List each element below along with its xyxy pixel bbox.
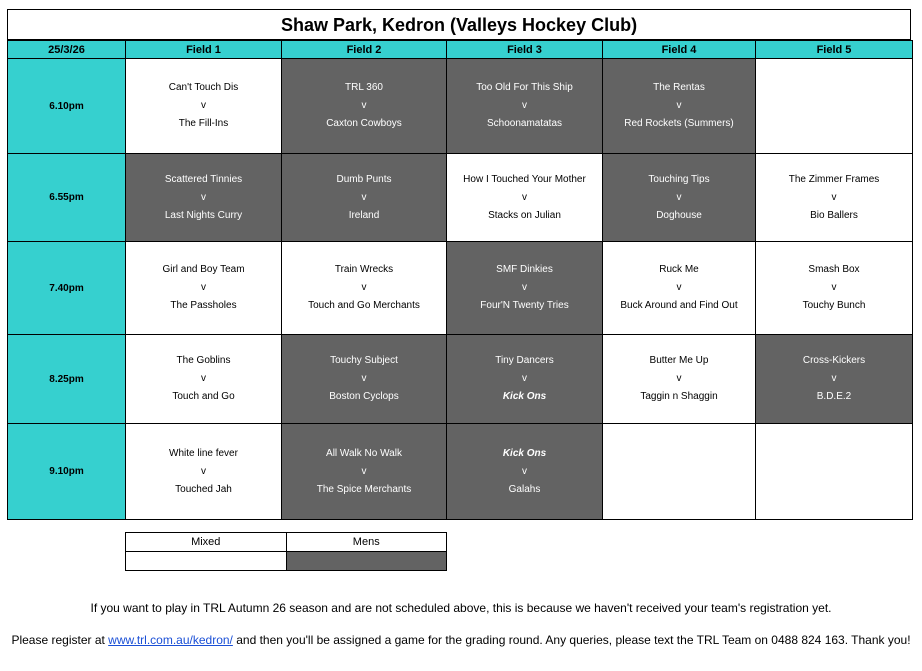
versus-label: v: [361, 191, 367, 203]
home-team: Touchy Subject: [330, 355, 398, 366]
versus-label: v: [201, 191, 206, 203]
away-team: Touch and Go Merchants: [308, 300, 420, 311]
versus-label: v: [676, 373, 682, 384]
home-team: Smash Box: [808, 264, 860, 275]
versus-label: v: [831, 191, 837, 203]
match-cell: [603, 335, 756, 424]
home-team: Train Wrecks: [334, 264, 394, 275]
legend-mixed-swatch: [126, 552, 287, 571]
home-team: Touching Tips: [648, 173, 710, 185]
home-team: Scattered Tinnies: [164, 173, 243, 185]
versus-label: v: [522, 191, 527, 203]
home-team: Cross-Kickers: [802, 355, 866, 366]
home-team: The Goblins: [176, 355, 231, 366]
versus-label: v: [676, 191, 682, 203]
match-cell: [756, 242, 913, 335]
home-team: The Zimmer Frames: [788, 173, 880, 185]
away-team: B.D.E.2: [816, 391, 852, 402]
away-team: The Passholes: [170, 300, 237, 311]
time-cell: 8.25pm: [8, 335, 126, 424]
versus-label: v: [831, 373, 837, 384]
register-link[interactable]: www.trl.com.au/kedron/: [108, 633, 233, 647]
match-cell: [282, 335, 447, 424]
legend-table: [125, 532, 447, 571]
home-team: The Rentas: [653, 82, 705, 93]
away-team: Doghouse: [656, 209, 702, 221]
match-cell: [126, 59, 282, 154]
match-cell: [447, 335, 603, 424]
match-cell: [603, 242, 756, 335]
registration-note: If you want to play in TRL Autumn 26 season and are not scheduled above, this is because we haven't received your team's registration yet.: [90, 601, 832, 615]
home-team: Butter Me Up: [649, 355, 709, 366]
match-cell: [282, 59, 447, 154]
away-team: Buck Around and Find Out: [620, 300, 738, 311]
home-team: All Walk No Walk: [326, 447, 402, 459]
away-team: Red Rockets (Summers): [624, 118, 734, 129]
away-team: Kick Ons: [502, 391, 547, 402]
legend-men-label: Mens: [286, 533, 447, 552]
versus-label: v: [522, 373, 527, 384]
match-cell: [126, 242, 282, 335]
away-team: Galahs: [508, 483, 541, 495]
match-cell: [756, 335, 913, 424]
home-team: White line fever: [169, 447, 238, 459]
contact-note-suffix: and then you'll be assigned a game for the grading round. Any queries, please text the TRL Team on 0488 824 163. Thank you!: [232, 633, 911, 647]
time-cell: 9.10pm: [8, 424, 126, 520]
legend-mixed-label: Mixed: [126, 533, 287, 552]
versus-label: v: [676, 100, 682, 111]
contact-note: [10, 631, 912, 649]
away-team: Touch and Go: [172, 391, 235, 402]
time-slot-row: [8, 59, 913, 154]
away-team: Caxton Cowboys: [326, 118, 402, 129]
field-header: Field 4: [603, 41, 756, 59]
time-slot-row: [8, 335, 913, 424]
match-cell: [126, 424, 282, 520]
match-cell: [756, 154, 913, 242]
home-team: Too Old For This Ship: [476, 82, 573, 93]
versus-label: v: [201, 100, 206, 111]
home-team: TRL 360: [345, 82, 383, 93]
home-team: Dumb Punts: [336, 173, 392, 185]
field-header: Field 1: [126, 41, 282, 59]
match-cell: [603, 154, 756, 242]
versus-label: v: [361, 465, 367, 477]
match-cell: [126, 335, 282, 424]
home-team: Girl and Boy Team: [162, 264, 245, 275]
away-team: Stacks on Julian: [488, 209, 561, 221]
versus-label: v: [361, 373, 367, 384]
versus-label: v: [361, 100, 367, 111]
versus-label: v: [201, 282, 206, 293]
time-slot-row: [8, 154, 913, 242]
match-cell: [282, 154, 447, 242]
time-slot-row: [8, 242, 913, 335]
time-cell: 7.40pm: [8, 242, 126, 335]
header-row: [8, 41, 913, 59]
match-cell: [447, 154, 603, 242]
fixture-table: [7, 40, 913, 520]
home-team: Ruck Me: [659, 264, 699, 275]
match-cell: [447, 59, 603, 154]
date-header: 25/3/26: [8, 41, 126, 59]
match-cell: [282, 242, 447, 335]
versus-label: v: [201, 373, 206, 384]
contact-note-prefix: Please register at: [11, 633, 109, 647]
empty-match-cell: [756, 59, 913, 154]
empty-match-cell: [756, 424, 913, 520]
home-team: Tiny Dancers: [495, 355, 554, 366]
match-cell: [447, 242, 603, 335]
match-cell: [126, 154, 282, 242]
home-team: Kick Ons: [502, 447, 547, 459]
away-team: Touchy Bunch: [802, 300, 866, 311]
field-header: Field 2: [282, 41, 447, 59]
away-team: The Spice Merchants: [316, 483, 412, 495]
away-team: Bio Ballers: [810, 209, 858, 221]
away-team: The Fill-Ins: [178, 118, 229, 129]
versus-label: v: [522, 465, 527, 477]
versus-label: v: [676, 282, 682, 293]
versus-label: v: [522, 100, 527, 111]
versus-label: v: [201, 465, 206, 477]
versus-label: v: [361, 282, 367, 293]
time-cell: 6.55pm: [8, 154, 126, 242]
field-header: Field 3: [447, 41, 603, 59]
home-team: SMF Dinkies: [496, 264, 553, 275]
away-team: Taggin n Shaggin: [640, 391, 718, 402]
away-team: Touched Jah: [175, 483, 232, 495]
away-team: Boston Cyclops: [329, 391, 399, 402]
venue-title: Shaw Park, Kedron (Valleys Hockey Club): [7, 9, 911, 40]
home-team: Can't Touch Dis: [168, 82, 239, 93]
field-header: Field 5: [756, 41, 913, 59]
match-cell: [603, 59, 756, 154]
time-cell: 6.10pm: [8, 59, 126, 154]
time-slot-row: [8, 424, 913, 520]
versus-label: v: [522, 282, 527, 293]
away-team: Ireland: [348, 209, 380, 221]
versus-label: v: [831, 282, 837, 293]
away-team: Schoonamatatas: [486, 118, 563, 129]
match-cell: [447, 424, 603, 520]
legend-men-swatch: [286, 552, 447, 571]
away-team: Four'N Twenty Tries: [480, 300, 569, 311]
match-cell: [282, 424, 447, 520]
away-team: Last Nights Curry: [164, 209, 243, 221]
empty-match-cell: [603, 424, 756, 520]
home-team: How I Touched Your Mother: [463, 173, 586, 185]
